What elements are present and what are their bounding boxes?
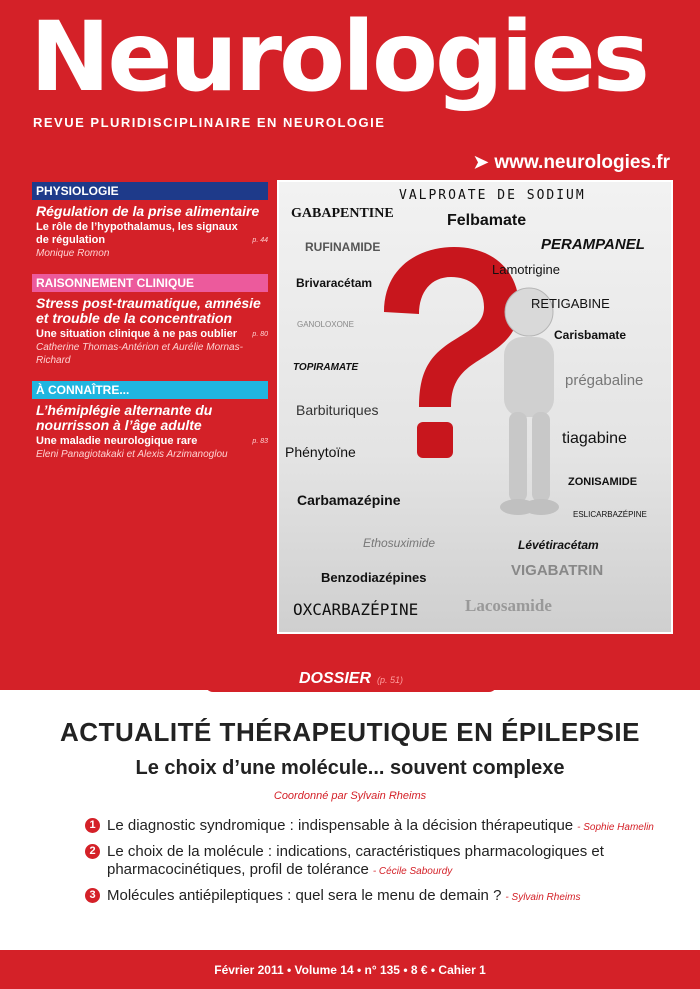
section-title: Régulation de la prise alimentaire (36, 203, 260, 219)
drug-word: tiagabine (562, 430, 627, 447)
dossier-item[interactable] (85, 817, 665, 837)
item-number-badge: 2 (85, 844, 100, 859)
drug-word: Lacosamide (465, 596, 552, 615)
section-subtitle-text: Le rôle de l’hypothalamus, les signaux de régulation (36, 221, 238, 246)
dossier-items (85, 817, 665, 913)
issue-info: Février 2011 • Volume 14 • n° 135 • 8 € • Cahier 1 (214, 963, 486, 977)
drug-word: Carbamazépine (297, 492, 401, 508)
drug-word: Felbamate (447, 212, 527, 229)
sections-list (32, 182, 268, 475)
section-page: p. 44 (252, 237, 268, 244)
masthead-title: Neurologies (30, 1, 647, 113)
item-text: Le choix de la molécule : indications, caractéristiques pharmacologiques et pharmacocinétiques, profil de tolérance (107, 843, 604, 878)
section-raisonnement-clinique[interactable] (32, 274, 268, 367)
section-authors: Eleni Panagiotakaki et Alexis Arzimanoglou (36, 449, 228, 460)
section-page: p. 83 (252, 438, 268, 445)
section-title: Stress post-traumatique, amnésie et trouble de la concentration (36, 295, 261, 326)
section-heading: RAISONNEMENT CLINIQUE (32, 274, 268, 292)
item-number-badge: 1 (85, 818, 100, 833)
item-text: Le diagnostic syndromique : indispensable à la décision thérapeutique (107, 817, 574, 834)
dossier-subtitle: Le choix d’une molécule... souvent complexe (135, 757, 565, 779)
drug-word: ZONISAMIDE (568, 476, 638, 488)
drug-word: GANOLOXONE (297, 320, 354, 329)
section-a-connaitre[interactable] (32, 381, 268, 461)
drug-word: GABAPENTINE (291, 206, 394, 221)
drug-word: Benzodiazépines (321, 570, 427, 585)
section-page: p. 80 (252, 331, 268, 338)
drug-word: TOPIRAMATE (293, 362, 359, 373)
drug-word: RUFINAMIDE (305, 240, 381, 254)
section-subtitle (36, 328, 268, 341)
drug-word: Ethosuximide (363, 536, 436, 550)
website-link[interactable] (473, 152, 670, 174)
drug-word: OXCARBAZÉPINE (293, 600, 419, 619)
drug-word: prégabaline (565, 372, 644, 389)
dossier-coordinator: Coordonné par Sylvain Rheims (273, 790, 427, 802)
section-physiologie[interactable] (32, 182, 268, 260)
drug-word: Lévétiracétam (518, 538, 599, 552)
item-author: - Sylvain Rheims (505, 892, 581, 903)
drug-word: Carisbamate (554, 328, 627, 342)
drug-word: Phénytoïne (285, 444, 356, 460)
drug-word: Brivaracétam (296, 276, 373, 290)
section-subtitle-text: Une maladie neurologique rare (36, 435, 198, 447)
dossier-label: DOSSIER (298, 670, 371, 687)
masthead-subtitle: REVUE PLURIDISCIPLINAIRE EN NEUROLOGIE (33, 115, 386, 130)
section-authors: Monique Romon (36, 248, 110, 259)
section-heading: À CONNAÎTRE... (32, 381, 268, 399)
dossier-item[interactable] (85, 843, 665, 881)
item-author: - Cécile Sabourdy (372, 866, 453, 877)
section-title: L’hémiplégie alternante du nourrisson à l’âge adulte (36, 402, 213, 433)
arrow-icon: ➤ (473, 152, 489, 172)
drug-word: VIGABATRIN (511, 562, 604, 579)
dossier-tab[interactable] (205, 666, 497, 692)
item-text: Molécules antiépileptiques : quel sera le menu de demain ? (107, 887, 502, 904)
website-url: www.neurologies.fr (494, 152, 670, 173)
drug-word: VALPROATE DE SODIUM (399, 188, 586, 203)
dossier-page: (p. 51) (377, 675, 404, 685)
section-authors: Catherine Thomas-Antérion et Aurélie Mornas-Richard (36, 342, 243, 366)
cover-illustration (277, 180, 673, 634)
drug-word: Barbituriques (296, 402, 379, 418)
drug-word: Lamotrigine (492, 262, 560, 277)
item-number-badge: 3 (85, 888, 100, 903)
drug-word: ESLICARBAZÉPINE (573, 510, 647, 519)
dossier-title: ACTUALITÉ THÉRAPEUTIQUE EN ÉPILEPSIE (60, 717, 640, 747)
section-subtitle (36, 435, 268, 448)
dossier-item[interactable] (85, 887, 665, 907)
section-heading: PHYSIOLOGIE (32, 182, 268, 200)
section-subtitle (36, 221, 268, 247)
section-subtitle-text: Une situation clinique à ne pas oublier (36, 328, 238, 340)
item-author: - Sophie Hamelin (577, 822, 654, 833)
drug-word: PERAMPANEL (541, 236, 645, 253)
drug-word: RETIGABINE (531, 296, 610, 311)
